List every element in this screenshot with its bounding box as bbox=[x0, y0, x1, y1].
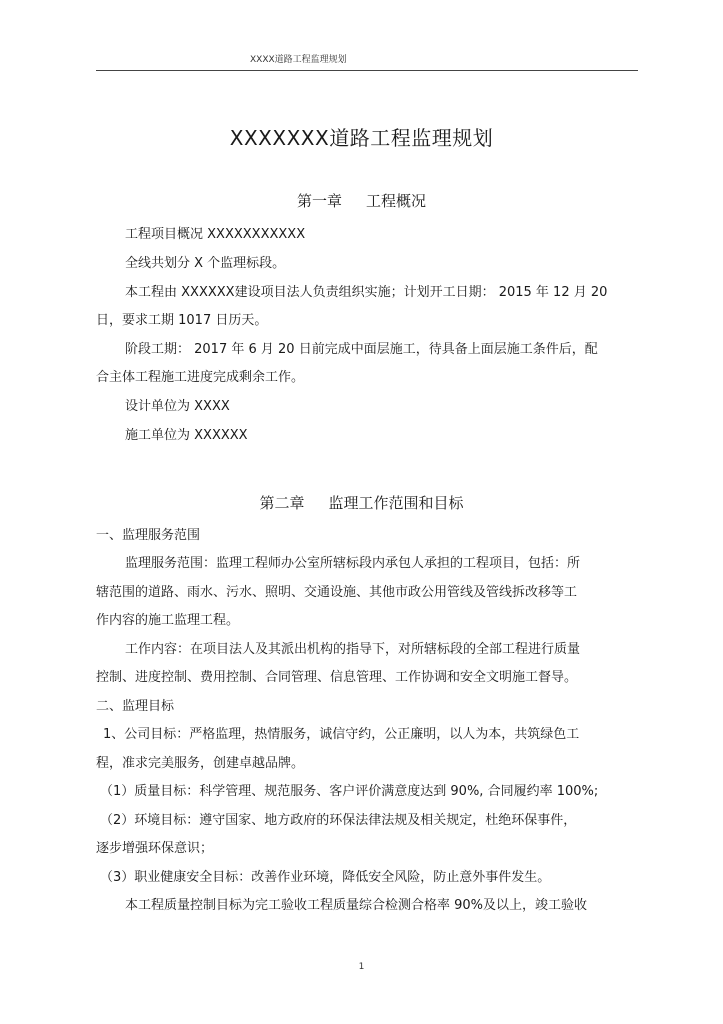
chapter-2-line: （1）质量目标：科学管理、规范服务、客户评价满意度达到 90%, 合同履约率 100%; bbox=[100, 784, 599, 799]
chapter-1-heading bbox=[0, 190, 723, 211]
section-heading: 一、监理服务范围 bbox=[96, 528, 201, 543]
header-rule bbox=[96, 70, 638, 71]
chapter-2-line: （2）环境目标：遵守国家、地方政府的环保法律法规及相关规定，杜绝环保事件， bbox=[100, 813, 577, 828]
chapter-2-line: （3）职业健康安全目标：改善作业环境，降低安全风险，防止意外事件发生。 bbox=[100, 870, 551, 885]
chapter-2-line: 辖范围的道路、雨水、污水、照明、交通设施、其他市政公用管线及管线拆改移等工 bbox=[96, 585, 578, 600]
chapter-2-line: 1、公司目标：严格监理，热情服务，诚信守约，公正廉明，以人为本，共筑绿色工 bbox=[103, 727, 580, 742]
chapter-2-line: 控制、进度控制、费用控制、合同管理、信息管理、工作协调和安全文明施工督导。 bbox=[96, 670, 578, 685]
chapter-2-line: 本工程质量控制目标为完工验收工程质量综合检测合格率 90%及以上，竣工验收 bbox=[125, 898, 588, 913]
chapter-2-name: 监理工作范围和目标 bbox=[328, 494, 464, 512]
page-number: 1 bbox=[358, 962, 365, 972]
chapter-1-line: 工程项目概况 XXXXXXXXXXX bbox=[125, 227, 306, 242]
chapter-1-line: 合主体工程施工进度完成剩余工作。 bbox=[96, 370, 305, 385]
running-header: XXXX道路工程监理规划 bbox=[250, 55, 347, 65]
section-heading: 二、监理目标 bbox=[96, 699, 175, 714]
document-title: XXXXXXX道路工程监理规划 bbox=[229, 126, 494, 150]
chapter-1-line: 设计单位为 XXXX bbox=[125, 399, 230, 414]
chapter-1-line: 日，要求工期 1017 日历天。 bbox=[96, 313, 268, 328]
chapter-2-line: 监理服务范围：监理工程师办公室所辖标段内承包人承担的工程项目，包括：所 bbox=[125, 556, 581, 571]
chapter-1-line: 本工程由 XXXXXX建设项目法人负责组织实施；计划开工日期： 2015 年 12 月 20 bbox=[125, 285, 608, 300]
chapter-1-line: 阶段工期： 2017 年 6 月 20 日前完成中面层施工，待具备上面层施工条件后，配 bbox=[125, 342, 598, 357]
chapter-2-heading bbox=[0, 492, 723, 513]
chapter-1-name: 工程概况 bbox=[366, 192, 427, 210]
chapter-2-line: 逐步增强环保意识； bbox=[96, 841, 214, 856]
chapter-2-line: 作内容的施工监理工程。 bbox=[96, 613, 240, 628]
chapter-2-line: 工作内容：在项目法人及其派出机构的指导下，对所辖标段的全部工程进行质量 bbox=[125, 642, 581, 657]
chapter-1-number: 第一章 bbox=[296, 192, 342, 210]
chapter-1-line: 全线共划分 X 个监理标段。 bbox=[125, 256, 286, 271]
chapter-1-line: 施工单位为 XXXXXX bbox=[125, 428, 248, 443]
chapter-2-number: 第二章 bbox=[259, 494, 305, 512]
chapter-2-line: 程，准求完美服务，创建卓越品牌。 bbox=[96, 756, 305, 771]
